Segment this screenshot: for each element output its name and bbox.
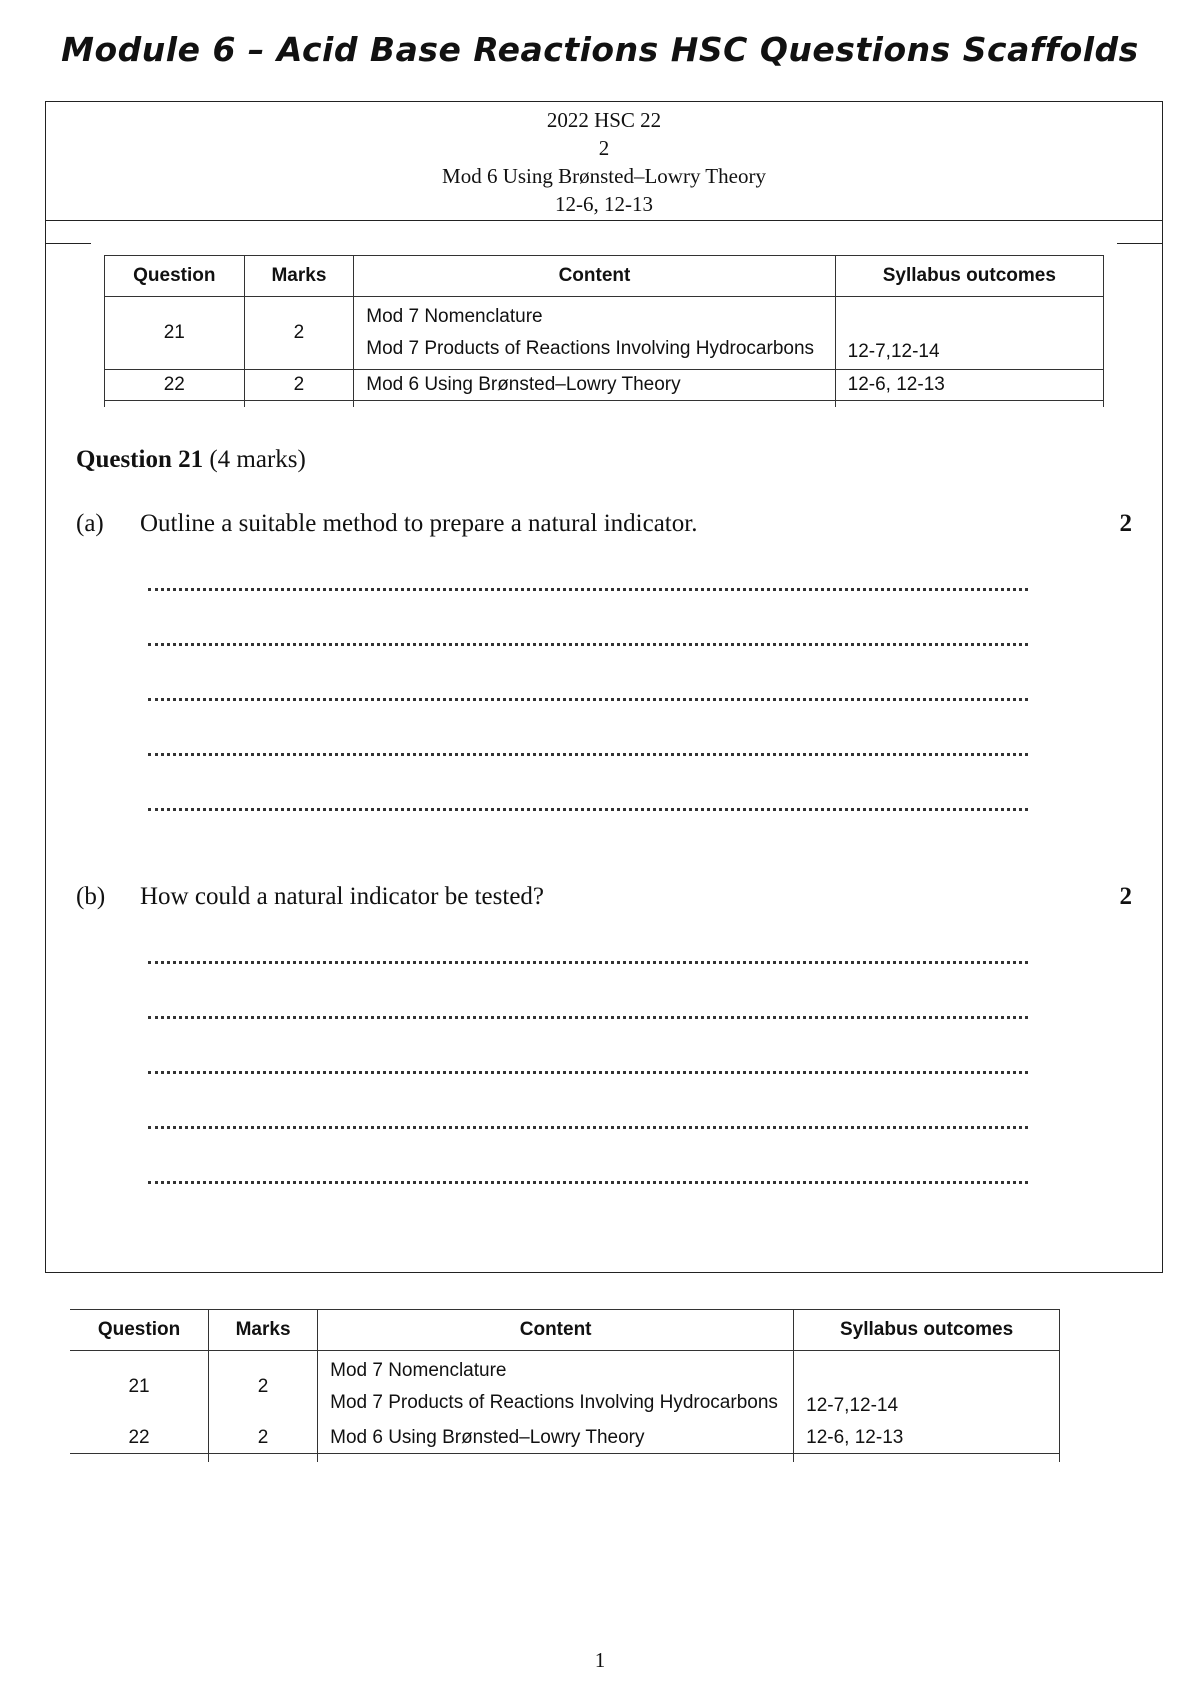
question-frame [45,101,1163,1273]
content-line: Mod 7 Nomenclature [330,1360,507,1381]
part-marks: 2 [1119,510,1132,537]
cell-outcomes: 12-7,12-14 [835,297,1103,370]
column-header-outcomes: Syllabus outcomes [794,1310,1060,1351]
outcomes-table [70,1309,1060,1462]
question-heading [76,446,306,474]
table-row-cutoff [105,401,1104,408]
header-exam: 2022 HSC 22 [546,108,662,132]
cell-question: 22 [105,370,245,401]
cell-content [354,297,835,370]
cell-question: 21 [105,297,245,370]
cell-content: Mod 6 Using Brønsted–Lowry Theory [318,1423,794,1454]
header-content: Mod 6 Using Brønsted–Lowry Theory [442,164,766,188]
answer-line[interactable] [148,808,1028,811]
answer-line[interactable] [148,753,1028,756]
part-text: Outline a suitable method to prepare a natural indicator. [140,510,698,537]
cell-marks: 2 [209,1423,318,1454]
header-outcomes: 12-6, 12-13 [555,192,653,216]
cell-outcomes: 12-6, 12-13 [794,1423,1060,1454]
question-header [46,102,1162,221]
cell-outcomes: 12-7,12-14 [794,1351,1060,1424]
part-text: How could a natural indicator be tested? [140,883,545,910]
cell-marks: 2 [209,1351,318,1424]
document-title: Module 6 – Acid Base Reactions HSC Questions Scaffolds [61,30,1139,69]
answer-line[interactable] [148,643,1028,646]
cell-outcomes: 12-6, 12-13 [835,370,1103,401]
table-row [105,297,1104,370]
part-label: (b) [76,883,106,910]
content-line: Mod 7 Products of Reactions Involving Hydrocarbons [330,1392,778,1413]
cell-content: Mod 6 Using Brønsted–Lowry Theory [354,370,835,401]
content-line: Mod 7 Nomenclature [366,306,543,327]
table-row-tail [70,1454,1060,1463]
question-marks: (4 marks) [209,446,306,473]
cell-content [318,1351,794,1424]
outcomes-table-snapshot [104,255,1104,407]
table-row [105,370,1104,401]
answer-line[interactable] [148,1181,1028,1184]
column-header-question: Question [70,1310,209,1351]
table-row [70,1423,1060,1454]
column-header-marks: Marks [244,256,354,297]
cell-marks: 2 [244,370,354,401]
answer-line[interactable] [148,698,1028,701]
column-header-content: Content [318,1310,794,1351]
column-header-content: Content [354,256,835,297]
page-number: 1 [594,1648,606,1672]
answer-line[interactable] [148,588,1028,591]
answer-line[interactable] [148,1016,1028,1019]
content-line: Mod 7 Products of Reactions Involving Hydrocarbons [366,338,815,359]
header-marks: 2 [598,136,610,160]
answer-line[interactable] [148,961,1028,964]
divider-right [1117,243,1162,244]
table-row [70,1351,1060,1424]
column-header-outcomes: Syllabus outcomes [835,256,1103,297]
part-label: (a) [76,510,104,537]
answer-line[interactable] [148,1071,1028,1074]
cell-question: 22 [70,1423,209,1454]
divider-left [46,243,91,244]
answer-line[interactable] [148,1126,1028,1129]
cell-marks: 2 [244,297,354,370]
column-header-marks: Marks [209,1310,318,1351]
part-marks: 2 [1119,883,1132,910]
question-title: Question 21 [76,446,204,473]
column-header-question: Question [105,256,245,297]
cell-question: 21 [128,1376,150,1397]
